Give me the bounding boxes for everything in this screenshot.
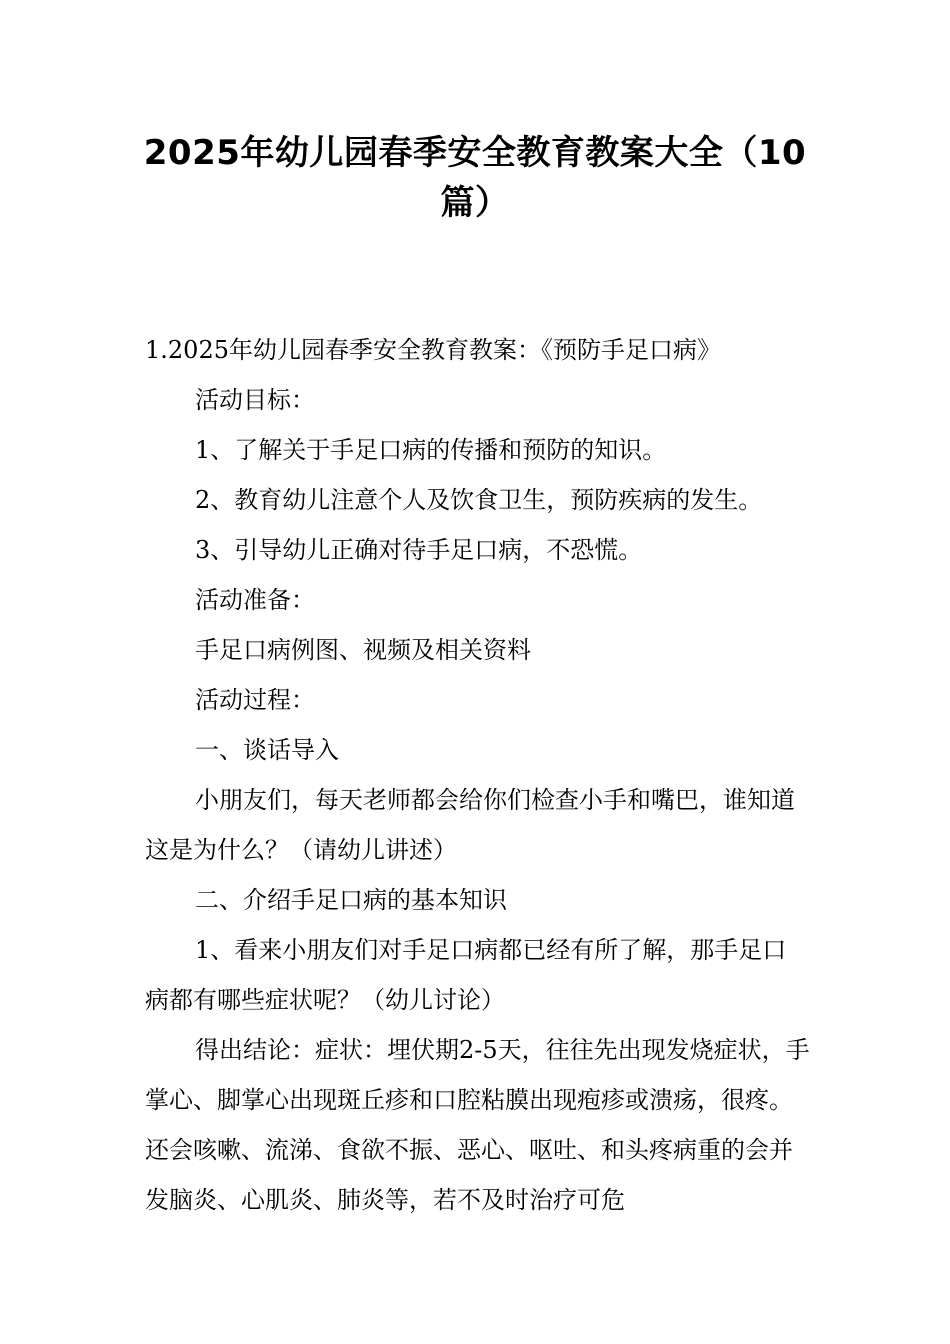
paragraph-step-1-heading: 一、谈话导入 <box>195 736 339 764</box>
paragraph-step-2-heading: 二、介绍手足口病的基本知识 <box>195 886 507 914</box>
paragraph-step-2-question: 1、看来小朋友们对手足口病都已经有所了解，那手足口病都有哪些症状呢？（幼儿讨论） <box>145 936 787 1014</box>
paragraph-preparation: 手足口病例图、视频及相关资料 <box>195 636 531 664</box>
section-heading: 1.2025年幼儿园春季安全教育教案：《预防手足口病》 <box>145 336 721 364</box>
document-body <box>145 325 810 1225</box>
paragraph-process-heading: 活动过程： <box>195 686 315 714</box>
paragraph-goal-1: 1、了解关于手足口病的传播和预防的知识。 <box>195 436 667 464</box>
paragraph-preparation-heading: 活动准备： <box>195 586 315 614</box>
paragraph-step-1-text: 小朋友们，每天老师都会给你们检查小手和嘴巴，谁知道这是为什么？（请幼儿讲述） <box>145 786 795 864</box>
paragraph-activity-goals-heading: 活动目标： <box>195 386 315 414</box>
document-title: 2025年幼儿园春季安全教育教案大全（10篇） <box>143 133 807 223</box>
paragraph-conclusion: 得出结论：症状：埋伏期2-5天，往往先出现发烧症状，手掌心、脚掌心出现斑丘疹和口腔粘膜出现疱疹或溃疡，很疼。还会咳嗽、流涕、食欲不振、恶心、呕吐、和头疼病重的会并发脑炎、心肌炎、肺炎等，若不及时治疗可危 <box>145 1036 810 1214</box>
paragraph-goal-2: 2、教育幼儿注意个人及饮食卫生，预防疾病的发生。 <box>195 486 763 514</box>
paragraph-goal-3: 3、引导幼儿正确对待手足口病，不恐慌。 <box>195 536 643 564</box>
